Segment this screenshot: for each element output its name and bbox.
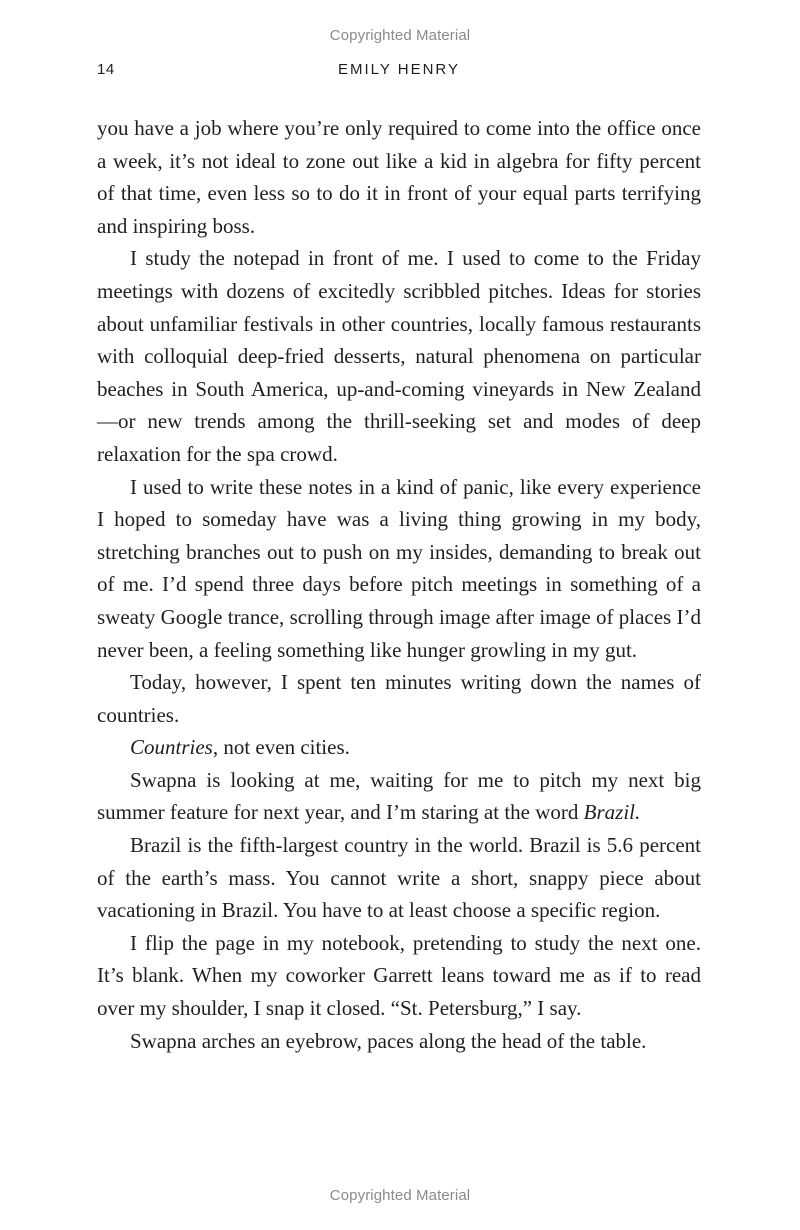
author-name: EMILY HENRY	[337, 61, 461, 78]
paragraph-3: I used to write these notes in a kind of panic, like every experience I hoped to someday have was a living thing growing in my body, stretching branches out to push on my insides, demanding to break out of me. I’d spend three days before pitch meetings in something of a sweaty Google trance, scrolling through image after image of places I’d never been, a feeling something like hunger growling in my gut.	[97, 474, 701, 662]
italic-brazil: Brazil.	[583, 800, 641, 825]
paragraph-5	[97, 731, 701, 764]
paragraph-5-rest: , not even cities.	[212, 735, 350, 760]
copyright-watermark-top: Copyrighted Material	[329, 27, 471, 44]
paragraph-1: you have a job where you’re only required to come into the office once a week, it’s not ideal to zone out like a kid in algebra for fifty percent of that time, even less so to do it in front of your equal parts terrifying and inspiring boss.	[97, 116, 701, 238]
running-head	[97, 58, 701, 82]
paragraph-4: Today, however, I spent ten minutes writing down the names of countries.	[97, 670, 701, 727]
paragraph-9: Swapna arches an eyebrow, paces along the head of the table.	[130, 1028, 647, 1053]
italic-countries: Countries	[130, 735, 213, 760]
body-text	[97, 112, 701, 1057]
paragraph-2: I study the notepad in front of me. I used to come to the Friday meetings with dozens of excitedly scribbled pitches. Ideas for stories about unfamiliar festivals in other countries, locally famous restaurants with colloquial deep-fried desserts, natural phenomena on particular beaches in South America, up-and-coming vineyards in New Zealand—or new trends among the thrill-seeking set and modes of deep relaxation for the spa crowd.	[97, 246, 701, 466]
page-number: 14	[97, 61, 115, 78]
paragraph-8: I flip the page in my notebook, pretending to study the next one. It’s blank. When my coworker Garrett leans toward me as if to read over my shoulder, I snap it closed. “St. Petersburg,” I say.	[97, 930, 701, 1021]
paragraph-6	[97, 764, 701, 829]
copyright-watermark-bottom: Copyrighted Material	[329, 1187, 471, 1204]
paragraph-7: Brazil is the fifth-largest country in the world. Brazil is 5.6 percent of the earth’s mass. You cannot write a short, snappy piece about vacationing in Brazil. You have to at least choose a specific region.	[97, 833, 701, 923]
paragraph-6-text: Swapna is looking at me, waiting for me to pitch my next big summer feature for next year, and I’m staring at the word	[97, 767, 701, 825]
